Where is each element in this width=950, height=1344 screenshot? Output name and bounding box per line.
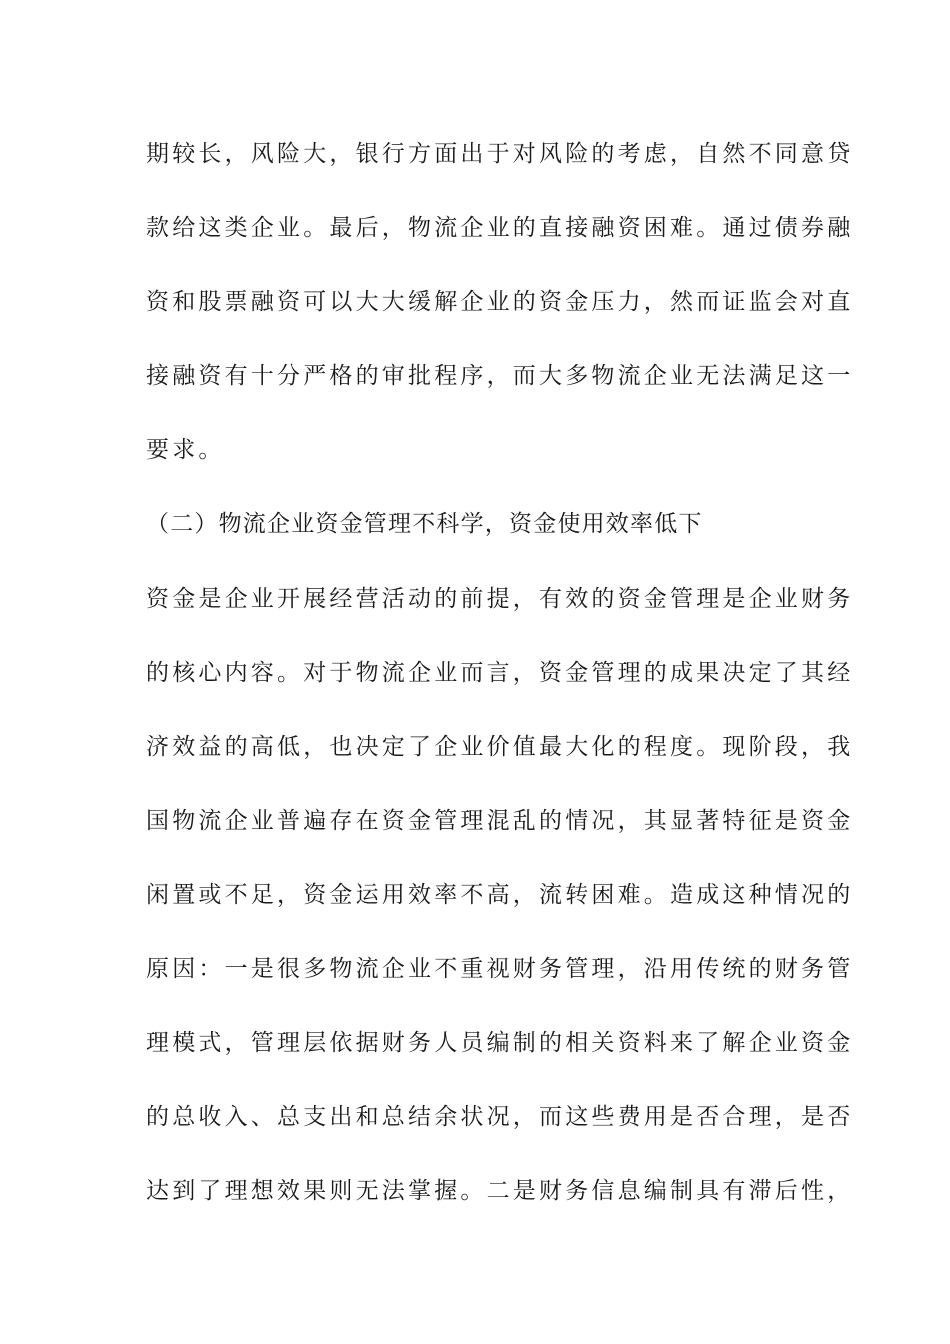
paragraph-line: 原因：一是很多物流企业不重视财务管理，沿用传统的财务管: [146, 956, 854, 982]
paragraph-line: 闲置或不足，资金运用效率不高，流转困难。造成这种情况的: [146, 882, 854, 908]
paragraph-line: 济效益的高低，也决定了企业价值最大化的程度。现阶段，我: [146, 734, 854, 760]
paragraph-line: 款给这类企业。最后，物流企业的直接融资困难。通过债券融: [146, 215, 854, 241]
paragraph-line: 的总收入、总支出和总结余状况，而这些费用是否合理，是否: [146, 1104, 854, 1130]
paragraph-line: 资金是企业开展经营活动的前提，有效的资金管理是企业财务: [146, 586, 854, 612]
paragraph-line: 要求。: [146, 437, 225, 463]
paragraph-line: 期较长，风险大，银行方面出于对风险的考虑，自然不同意贷: [146, 141, 854, 167]
paragraph-line: 接融资有十分严格的审批程序，而大多物流企业无法满足这一: [146, 363, 854, 389]
section-heading: （二）物流企业资金管理不科学，资金使用效率低下: [146, 511, 703, 537]
paragraph-line: 达到了理想效果则无法掌握。二是财务信息编制具有滞后性，: [146, 1178, 854, 1204]
paragraph-line: 的核心内容。对于物流企业而言，资金管理的成果决定了其经: [146, 660, 854, 686]
paragraph-line: 国物流企业普遍存在资金管理混乱的情况，其显著特征是资金: [146, 808, 854, 834]
paragraph-line: 资和股票融资可以大大缓解企业的资金压力，然而证监会对直: [146, 289, 854, 315]
paragraph-line: 理模式，管理层依据财务人员编制的相关资料来了解企业资金: [146, 1030, 854, 1056]
